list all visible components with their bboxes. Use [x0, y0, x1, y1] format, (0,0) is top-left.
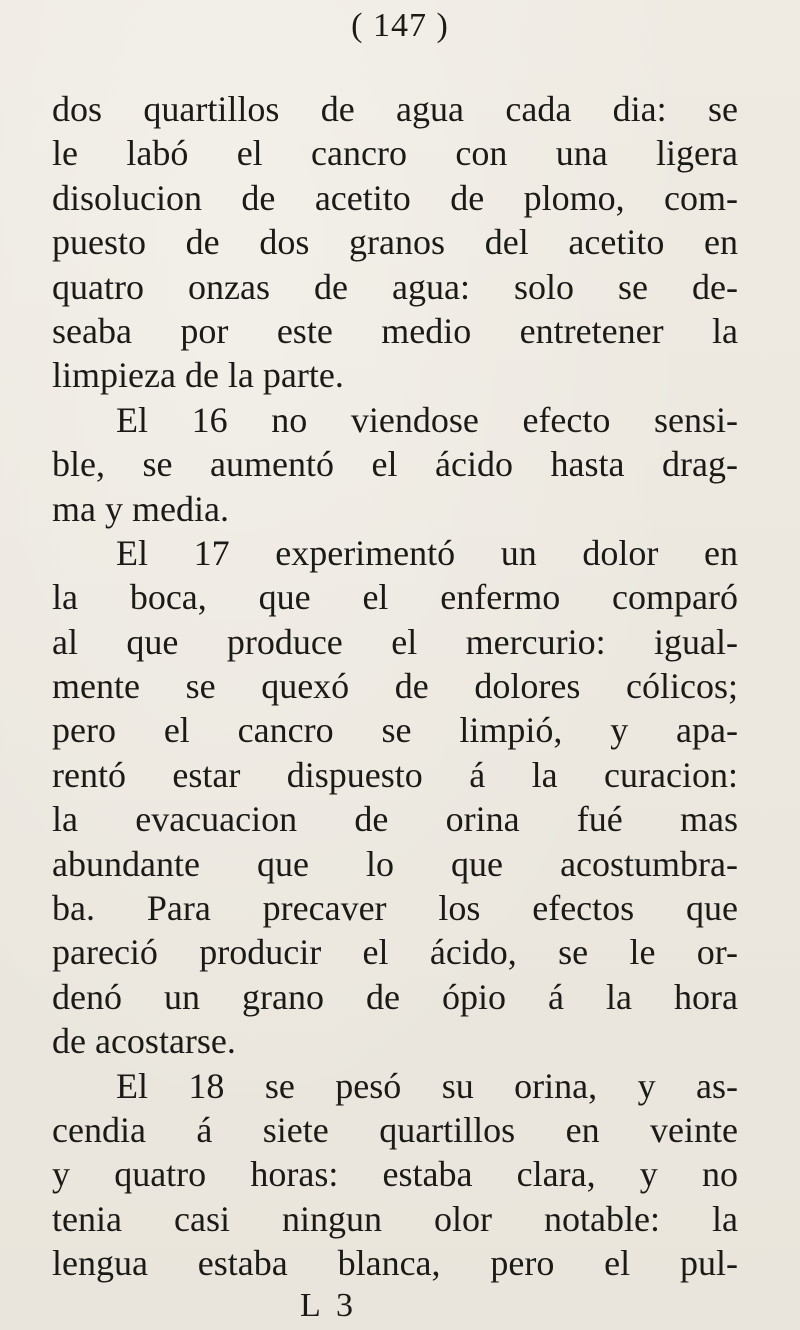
text-line: lengua estaba blanca, pero el pul- [52, 1243, 738, 1284]
page-number: ( 147 ) [351, 7, 449, 44]
text-line: ble, se aumentó el ácido hasta drag- [52, 444, 738, 485]
text-line: dos quartillos de agua cada dia: se [52, 89, 738, 129]
text-line: El 17 experimentó un dolor en [116, 532, 738, 573]
text-line: puesto de dos granos del acetito en [52, 222, 738, 263]
text-line: la boca, que el enfermo comparó [52, 577, 738, 618]
text-line: de acostarse. [52, 1021, 236, 1062]
text-line: mente se quexó de dolores cólicos; [52, 666, 738, 707]
text-line: quatro onzas de agua: solo se de- [52, 266, 738, 307]
text-line: pero el cancro se limpió, y apa- [52, 710, 738, 751]
text-line: ma y media. [52, 488, 229, 529]
body-text [52, 87, 738, 1286]
text-line: tenia casi ningun olor notable: la [52, 1198, 738, 1239]
text-line: y quatro horas: estaba clara, y no [52, 1154, 738, 1195]
text-line: seaba por este medio entretener la [52, 310, 738, 351]
text-line: El 18 se pesó su orina, y as- [116, 1065, 738, 1106]
text-line: pareció producir el ácido, se le or- [52, 932, 738, 973]
text-line: disolucion de acetito de plomo, com- [52, 177, 738, 218]
signature-mark: L 3 [300, 1287, 358, 1324]
text-line: al que produce el mercurio: igual- [52, 621, 738, 662]
text-line: cendia á siete quartillos en veinte [52, 1109, 738, 1150]
text-line: abundante que lo que acostumbra- [52, 843, 738, 884]
text-line: ba. Para precaver los efectos que [52, 888, 738, 929]
text-line: El 16 no viendose efecto sensi- [116, 399, 738, 440]
text-line: le labó el cancro con una ligera [52, 133, 738, 174]
text-line: la evacuacion de orina fué mas [52, 799, 738, 840]
text-line: rentó estar dispuesto á la curacion: [52, 754, 738, 795]
text-line: denó un grano de ópio á la hora [52, 976, 738, 1017]
text-line: limpieza de la parte. [52, 355, 344, 396]
